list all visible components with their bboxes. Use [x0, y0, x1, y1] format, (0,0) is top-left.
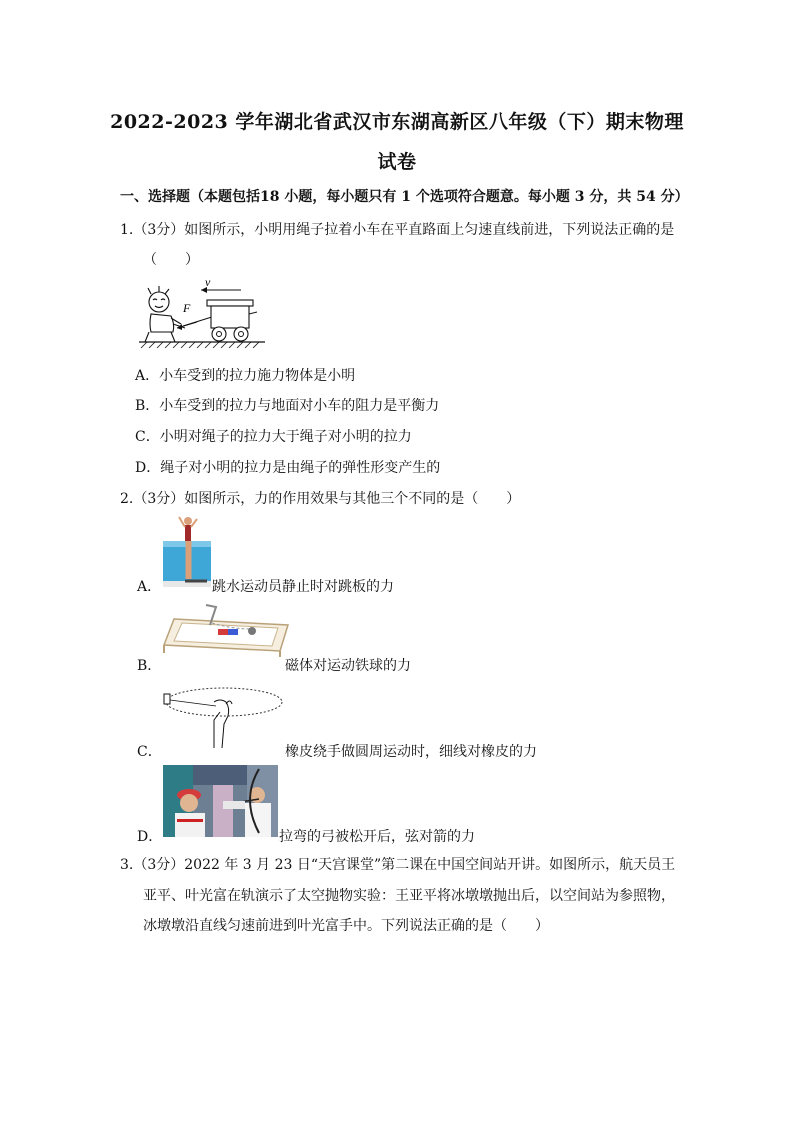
q2-option-b-text: 磁体对运动铁球的力 — [285, 658, 411, 674]
q2-figure-d-archery — [163, 765, 278, 837]
q2-option-c-text: 橡皮绕手做圆周运动时，细线对橡皮的力 — [285, 744, 537, 760]
q2-option-c-letter: C． — [137, 744, 162, 760]
cart-body — [211, 306, 249, 328]
force-label: F — [183, 301, 191, 315]
q3-stem-line2: 亚平、叶光富在轨演示了太空抛物实验：王亚平将冰墩墩抛出后，以空间站为参照物， — [143, 888, 675, 904]
q2-option-b-letter: B． — [137, 658, 162, 674]
q2-stem: 2.（3分）如图所示，力的作用效果与其他三个不同的是（ ） — [120, 491, 521, 507]
q2-option-a-text: 跳水运动员静止时对跳板的力 — [212, 579, 394, 595]
cart-top — [207, 300, 253, 306]
boy-figure — [145, 286, 185, 342]
q2-option-d-text: 拉弯的弓被松开后，弦对箭的力 — [279, 829, 475, 845]
q1-figure-boy-pulling-cart — [137, 272, 267, 352]
q1-option-d: D．绳子对小明的拉力是由绳子的弹性形变产生的 — [135, 460, 441, 476]
q3-stem-line3: 冰墩墩沿直线匀速前进到叶光富手中。下列说法正确的是（ ） — [143, 918, 549, 934]
velocity-label: v — [205, 275, 211, 289]
q1-option-b: B．小车受到的拉力与地面对小车的阻力是平衡力 — [135, 398, 440, 414]
exam-title-line2: 试卷 — [377, 151, 417, 173]
q1-stem-paren: （ ） — [143, 252, 199, 268]
q2-option-d-letter: D． — [137, 829, 163, 845]
q2-option-a-letter: A． — [137, 579, 162, 595]
q2-figure-c-eraser-circle — [158, 682, 284, 752]
section-heading: 一、选择题（本题包括18 小题，每小题只有 1 个选项符合题意。每小题 3 分，共 54 分） — [120, 189, 689, 205]
exam-title-line1: 2022-2023 学年湖北省武汉市东湖高新区八年级（下）期末物理 — [110, 111, 684, 133]
q1-option-a: A．小车受到的拉力施力物体是小明 — [135, 368, 356, 384]
q3-stem-line1: 3.（3分）2022 年 3 月 23 日“天宫课堂”第二课在中国空间站开讲。如图所示，航天员王 — [120, 857, 676, 873]
q2-figure-b-magnet-ball — [160, 601, 290, 657]
q1-stem: 1.（3分）如图所示，小明用绳子拉着小车在平直路面上匀速直线前进，下列说法正确的是 — [120, 222, 675, 238]
q1-option-c: C．小明对绳子的拉力大于绳子对小明的拉力 — [135, 429, 412, 445]
hand-figure — [214, 700, 232, 748]
q2-figure-a-diver — [163, 515, 211, 590]
